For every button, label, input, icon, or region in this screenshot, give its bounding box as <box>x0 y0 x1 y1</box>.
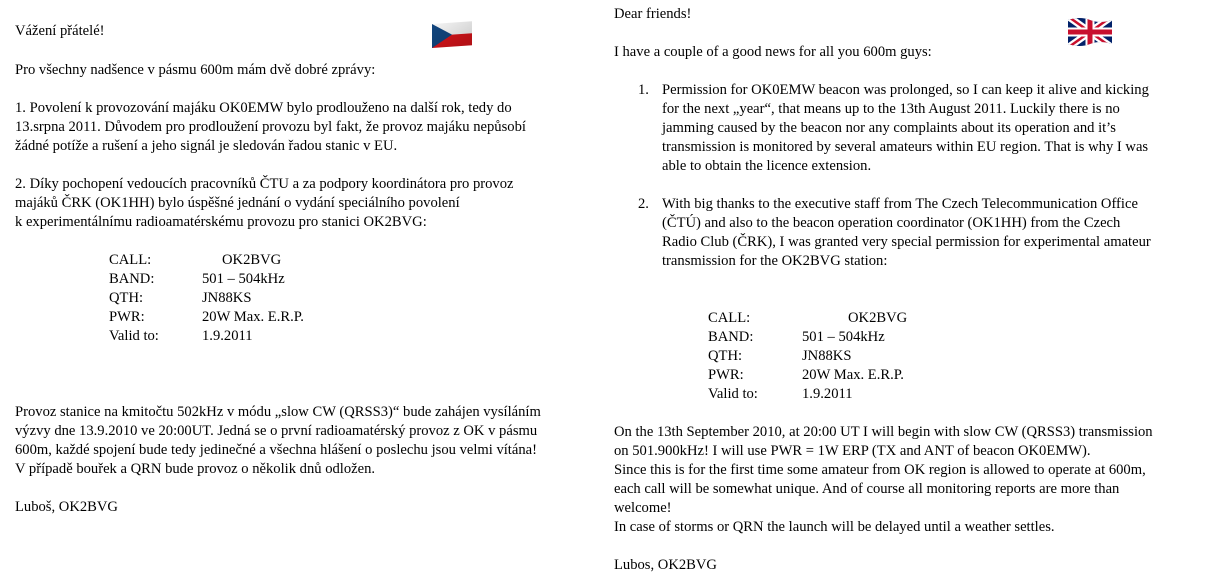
english-intro: I have a couple of a good news for all you 600m guys: <box>614 44 932 60</box>
text-line: jamming caused by the beacon nor any complaints about its operation and it’s <box>662 120 1116 136</box>
table-key: BAND: <box>708 329 754 345</box>
text-line: k experimentálnímu radioamatérskému provozu pro stanici OK2BVG: <box>15 214 427 230</box>
text-line: 13.srpna 2011. Důvodem pro prodloužení provozu byl fakt, že provoz majáku nepůsobí <box>15 119 526 135</box>
text-line: With big thanks to the executive staff from The Czech Telecommunication Office <box>662 196 1138 212</box>
text-line: Radio Club (ČRK), I was granted very special permission for experimental amateur <box>662 234 1151 250</box>
table-key: QTH: <box>708 348 743 364</box>
list-number-2: 2. <box>638 196 649 212</box>
text-line: 600m, každé spojení bude tedy jedinečné a všechna hlášení o poslechu jsou velmi vítána! <box>15 442 537 458</box>
text-line: výzvy dne 13.9.2010 ve 20:00UT. Jedná se o první radioamatérský provoz z OK v pásmu <box>15 423 538 439</box>
text-line: transmission is monitored by several amateurs within EU region. That is why I was <box>662 139 1149 155</box>
english-license-table <box>708 309 1028 409</box>
text-line: žádné potíže a rušení a jeho signál je sledován řadou stanic v EU. <box>15 138 398 154</box>
text-line: V případě bouřek a QRN bude provoz o několik dnů odložen. <box>15 461 376 477</box>
table-value: JN88KS <box>202 290 252 306</box>
table-value: 20W Max. E.R.P. <box>802 367 904 383</box>
english-item-1 <box>662 81 1149 176</box>
uk-flag-icon <box>1066 15 1114 49</box>
text-line: Permission for OK0EMW beacon was prolonged, so I can keep it alive and kicking <box>662 82 1149 98</box>
table-value: 1.9.2011 <box>202 328 253 344</box>
text-line: 1. Povolení k provozování majáku OK0EMW bylo prodlouženo na další rok, tedy do <box>15 100 512 116</box>
text-line: able to obtain the licence extension. <box>662 158 872 174</box>
english-item-2 <box>662 195 1151 271</box>
czech-license-table <box>109 251 429 351</box>
table-key: QTH: <box>109 290 144 306</box>
text-line: majáků ČRK (OK1HH) bylo úspěšné jednání o vydání speciálního povolení <box>15 195 460 211</box>
text-line: In case of storms or QRN the launch will be delayed until a weather settles. <box>614 519 1055 535</box>
czech-paragraph-3 <box>15 403 541 479</box>
table-key: CALL: <box>109 252 152 268</box>
table-key: CALL: <box>708 310 751 326</box>
table-key: BAND: <box>109 271 155 287</box>
table-value: 20W Max. E.R.P. <box>202 309 304 325</box>
table-key: Valid to: <box>109 328 159 344</box>
czech-intro: Pro všechny nadšence v pásmu 600m mám dvě dobré zprávy: <box>15 62 376 78</box>
text-line: On the 13th September 2010, at 20:00 UT I will begin with slow CW (QRSS3) transmission <box>614 424 1153 440</box>
table-key: Valid to: <box>708 386 758 402</box>
english-signature: Lubos, OK2BVG <box>614 557 717 573</box>
table-value: OK2BVG <box>222 252 282 268</box>
english-greeting: Dear friends! <box>614 6 692 22</box>
table-key: PWR: <box>708 367 744 383</box>
text-line: welcome! <box>614 500 672 516</box>
czech-paragraph-2 <box>15 175 513 232</box>
text-line: for the next „year“, that means up to the 13th August 2011. Luckily there is no <box>662 101 1120 117</box>
text-line: on 501.900kHz! I will use PWR = 1W ERP (TX and ANT of beacon OK0EMW). <box>614 443 1091 459</box>
english-paragraph-3 <box>614 423 1153 537</box>
text-line: each call will be somewhat unique. And of course all monitoring reports are more than <box>614 481 1120 497</box>
czech-greeting: Vážení přátelé! <box>15 23 105 39</box>
table-value: 1.9.2011 <box>802 386 853 402</box>
table-value: 501 – 504kHz <box>202 271 285 287</box>
text-line: Provoz stanice na kmitočtu 502kHz v módu „slow CW (QRSS3)“ bude zahájen vysíláním <box>15 404 541 420</box>
text-line: (ČTÚ) and also to the beacon operation coordinator (OK1HH) from the Czech <box>662 215 1121 231</box>
czech-flag-icon <box>431 20 473 50</box>
table-value: OK2BVG <box>848 310 908 326</box>
table-value: 501 – 504kHz <box>802 329 885 345</box>
table-key: PWR: <box>109 309 145 325</box>
czech-paragraph-1 <box>15 99 526 156</box>
text-line: 2. Díky pochopení vedoucích pracovníků ČTU a za podpory koordinátora pro provoz <box>15 176 514 192</box>
text-line: Since this is for the first time some amateur from OK region is allowed to operate at 600m, <box>614 462 1146 478</box>
list-number-1: 1. <box>638 82 649 98</box>
czech-signature: Luboš, OK2BVG <box>15 499 118 515</box>
text-line: transmission for the OK2BVG station: <box>662 253 888 269</box>
table-value: JN88KS <box>802 348 852 364</box>
